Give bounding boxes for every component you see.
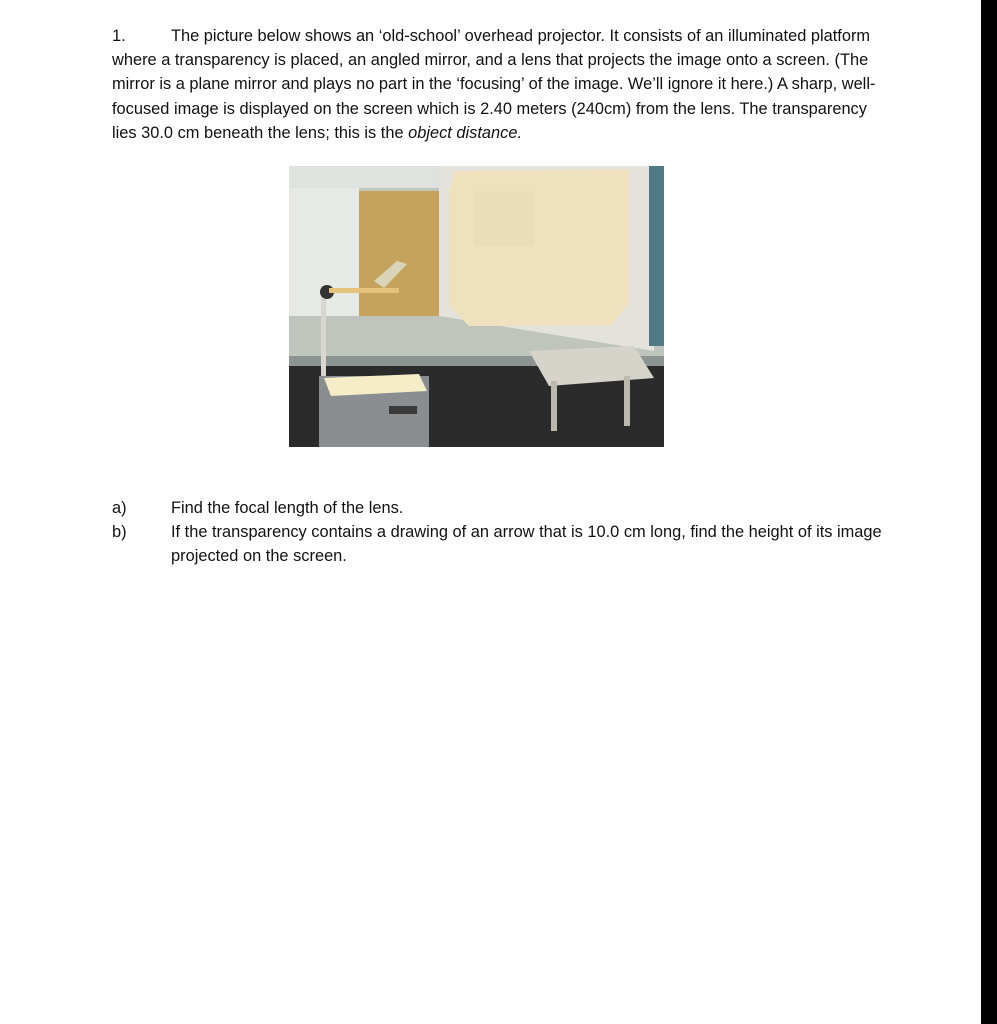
- question-text: The picture below shows an ‘old-school’ overhead projector. It consists of an illuminated platform where a transparency is placed, an angled mirror, and a lens that projects the image onto a screen. (The mirror is a plane mirror and plays no part in the ‘focusing’ of the image. We’ll ignore it here.) A sharp, well-focused image is displayed on the screen which is 2.40 meters (240cm) from the lens. The transparency lies 30.0 cm beneath the lens; this is the: [112, 27, 876, 142]
- subquestion-list: [112, 496, 882, 568]
- subquestion-text: Find the focal length of the lens.: [171, 499, 404, 517]
- object-distance-term: object distance.: [408, 123, 523, 142]
- question-number: 1.: [112, 27, 126, 45]
- window: [649, 166, 664, 346]
- subquestion-text: If the transparency contains a drawing of an arrow that is 10.0 cm long, find the height of its image projected on the screen.: [171, 523, 882, 565]
- subquestion-a: [112, 496, 882, 520]
- page-edge-border: [981, 0, 997, 1024]
- projector-illustration: [289, 166, 664, 447]
- subquestion-label: a): [112, 499, 127, 517]
- corkboard: [359, 191, 449, 316]
- question-intro: [112, 24, 882, 145]
- subquestion-label: b): [112, 523, 127, 541]
- overhead-projector-photo: [289, 166, 664, 447]
- subquestion-b: [112, 520, 882, 568]
